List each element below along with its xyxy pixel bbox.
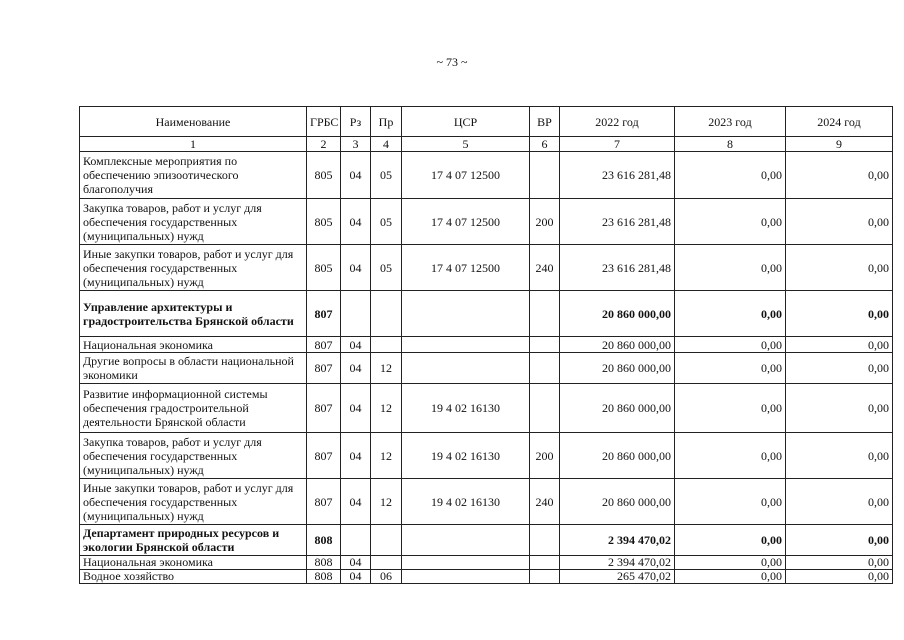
- row-csr: 19 4 02 16130: [402, 479, 530, 525]
- row-rz: 04: [341, 556, 371, 570]
- row-csr: 17 4 07 12500: [402, 199, 530, 245]
- row-2024: 0,00: [786, 384, 893, 433]
- header-name: Наименование: [80, 107, 307, 137]
- row-rz: 04: [341, 353, 371, 384]
- row-grbs: 807: [307, 433, 341, 479]
- column-number-row: [80, 137, 893, 152]
- row-csr: 19 4 02 16130: [402, 433, 530, 479]
- row-2024: 0,00: [786, 353, 893, 384]
- row-grbs: 807: [307, 353, 341, 384]
- row-grbs: 808: [307, 570, 341, 584]
- budget-table: [79, 106, 893, 584]
- column-number: 4: [371, 137, 402, 152]
- row-csr: [402, 291, 530, 337]
- row-csr: 19 4 02 16130: [402, 384, 530, 433]
- row-2023: 0,00: [675, 570, 786, 584]
- row-2022: 20 860 000,00: [560, 433, 675, 479]
- column-number: 7: [560, 137, 675, 152]
- row-vr: 200: [530, 433, 560, 479]
- row-rz: 04: [341, 199, 371, 245]
- row-pr: 12: [371, 353, 402, 384]
- row-2023: 0,00: [675, 291, 786, 337]
- row-pr: 05: [371, 152, 402, 199]
- row-grbs: 807: [307, 291, 341, 337]
- row-2024: 0,00: [786, 556, 893, 570]
- row-2023: 0,00: [675, 525, 786, 556]
- row-2024: 0,00: [786, 152, 893, 199]
- row-grbs: 807: [307, 384, 341, 433]
- row-csr: 17 4 07 12500: [402, 245, 530, 291]
- column-number: 6: [530, 137, 560, 152]
- row-pr: 12: [371, 384, 402, 433]
- row-vr: [530, 291, 560, 337]
- row-vr: [530, 384, 560, 433]
- row-2024: 0,00: [786, 525, 893, 556]
- row-name: Иные закупки товаров, работ и услуг для обеспечения государственных (муниципальных) нужд: [80, 479, 307, 525]
- row-vr: [530, 152, 560, 199]
- row-name: Закупка товаров, работ и услуг для обеспечения государственных (муниципальных) нужд: [80, 433, 307, 479]
- row-pr: 06: [371, 570, 402, 584]
- table-row: [80, 479, 893, 525]
- row-grbs: 807: [307, 337, 341, 353]
- row-2022: 20 860 000,00: [560, 337, 675, 353]
- row-2022: 23 616 281,48: [560, 245, 675, 291]
- row-2022: 20 860 000,00: [560, 353, 675, 384]
- row-rz: 04: [341, 152, 371, 199]
- row-csr: [402, 556, 530, 570]
- row-name: Национальная экономика: [80, 556, 307, 570]
- row-2022: 265 470,02: [560, 570, 675, 584]
- row-pr: 12: [371, 479, 402, 525]
- row-2024: 0,00: [786, 433, 893, 479]
- row-name: Другие вопросы в области национальной экономики: [80, 353, 307, 384]
- row-pr: [371, 291, 402, 337]
- row-csr: 17 4 07 12500: [402, 152, 530, 199]
- row-2022: 2 394 470,02: [560, 556, 675, 570]
- row-pr: 05: [371, 199, 402, 245]
- row-2024: 0,00: [786, 199, 893, 245]
- table-row: [80, 570, 893, 584]
- row-rz: 04: [341, 337, 371, 353]
- row-pr: [371, 556, 402, 570]
- table-row: [80, 384, 893, 433]
- row-vr: 240: [530, 479, 560, 525]
- header-vr: ВР: [530, 107, 560, 137]
- row-rz: [341, 291, 371, 337]
- header-csr: ЦСР: [402, 107, 530, 137]
- row-csr: [402, 570, 530, 584]
- row-rz: 04: [341, 570, 371, 584]
- row-2022: 23 616 281,48: [560, 152, 675, 199]
- row-rz: 04: [341, 384, 371, 433]
- row-grbs: 805: [307, 152, 341, 199]
- table-row: [80, 433, 893, 479]
- row-grbs: 808: [307, 525, 341, 556]
- header-row: [80, 107, 893, 137]
- column-number: 8: [675, 137, 786, 152]
- column-number: 2: [307, 137, 341, 152]
- row-pr: 12: [371, 433, 402, 479]
- row-2024: 0,00: [786, 291, 893, 337]
- row-grbs: 805: [307, 199, 341, 245]
- row-csr: [402, 337, 530, 353]
- column-number: 9: [786, 137, 893, 152]
- row-rz: 04: [341, 433, 371, 479]
- table-row: [80, 152, 893, 199]
- row-csr: [402, 525, 530, 556]
- row-name: Развитие информационной системы обеспечения градостроительной деятельности Брянской области: [80, 384, 307, 433]
- row-vr: 200: [530, 199, 560, 245]
- row-2023: 0,00: [675, 384, 786, 433]
- row-name: Управление архитектуры и градостроительства Брянской области: [80, 291, 307, 337]
- row-2024: 0,00: [786, 570, 893, 584]
- row-grbs: 805: [307, 245, 341, 291]
- row-name: Национальная экономика: [80, 337, 307, 353]
- row-vr: [530, 353, 560, 384]
- row-2023: 0,00: [675, 152, 786, 199]
- row-vr: [530, 570, 560, 584]
- row-grbs: 807: [307, 479, 341, 525]
- row-2022: 20 860 000,00: [560, 384, 675, 433]
- column-number: 3: [341, 137, 371, 152]
- row-2023: 0,00: [675, 245, 786, 291]
- table-row: [80, 337, 893, 353]
- row-2023: 0,00: [675, 353, 786, 384]
- row-2023: 0,00: [675, 479, 786, 525]
- row-name: Комплексные мероприятия по обеспечению эпизоотического благополучия: [80, 152, 307, 199]
- row-2024: 0,00: [786, 245, 893, 291]
- row-2022: 23 616 281,48: [560, 199, 675, 245]
- header-pr: Пр: [371, 107, 402, 137]
- row-pr: [371, 337, 402, 353]
- table-row: [80, 245, 893, 291]
- row-2023: 0,00: [675, 556, 786, 570]
- column-number: 1: [80, 137, 307, 152]
- header-2023: 2023 год: [675, 107, 786, 137]
- row-name: Закупка товаров, работ и услуг для обеспечения государственных (муниципальных) нужд: [80, 199, 307, 245]
- row-csr: [402, 353, 530, 384]
- row-name: Департамент природных ресурсов и экологии Брянской области: [80, 525, 307, 556]
- table-row: [80, 525, 893, 556]
- table-row: [80, 556, 893, 570]
- table-row: [80, 353, 893, 384]
- header-2022: 2022 год: [560, 107, 675, 137]
- row-pr: 05: [371, 245, 402, 291]
- row-2024: 0,00: [786, 479, 893, 525]
- header-rz: Рз: [341, 107, 371, 137]
- row-rz: [341, 525, 371, 556]
- row-vr: [530, 337, 560, 353]
- row-grbs: 808: [307, 556, 341, 570]
- row-2022: 20 860 000,00: [560, 479, 675, 525]
- row-2023: 0,00: [675, 199, 786, 245]
- page-number: ~ 73 ~: [436, 55, 468, 69]
- row-2022: 2 394 470,02: [560, 525, 675, 556]
- table-row: [80, 291, 893, 337]
- row-rz: 04: [341, 479, 371, 525]
- table-row: [80, 199, 893, 245]
- column-number: 5: [402, 137, 530, 152]
- row-vr: 240: [530, 245, 560, 291]
- row-pr: [371, 525, 402, 556]
- header-grbs: ГРБС: [307, 107, 341, 137]
- row-vr: [530, 556, 560, 570]
- row-2023: 0,00: [675, 337, 786, 353]
- row-vr: [530, 525, 560, 556]
- row-2022: 20 860 000,00: [560, 291, 675, 337]
- row-name: Иные закупки товаров, работ и услуг для обеспечения государственных (муниципальных) нужд: [80, 245, 307, 291]
- row-2024: 0,00: [786, 337, 893, 353]
- row-rz: 04: [341, 245, 371, 291]
- row-2023: 0,00: [675, 433, 786, 479]
- row-name: Водное хозяйство: [80, 570, 307, 584]
- header-2024: 2024 год: [786, 107, 893, 137]
